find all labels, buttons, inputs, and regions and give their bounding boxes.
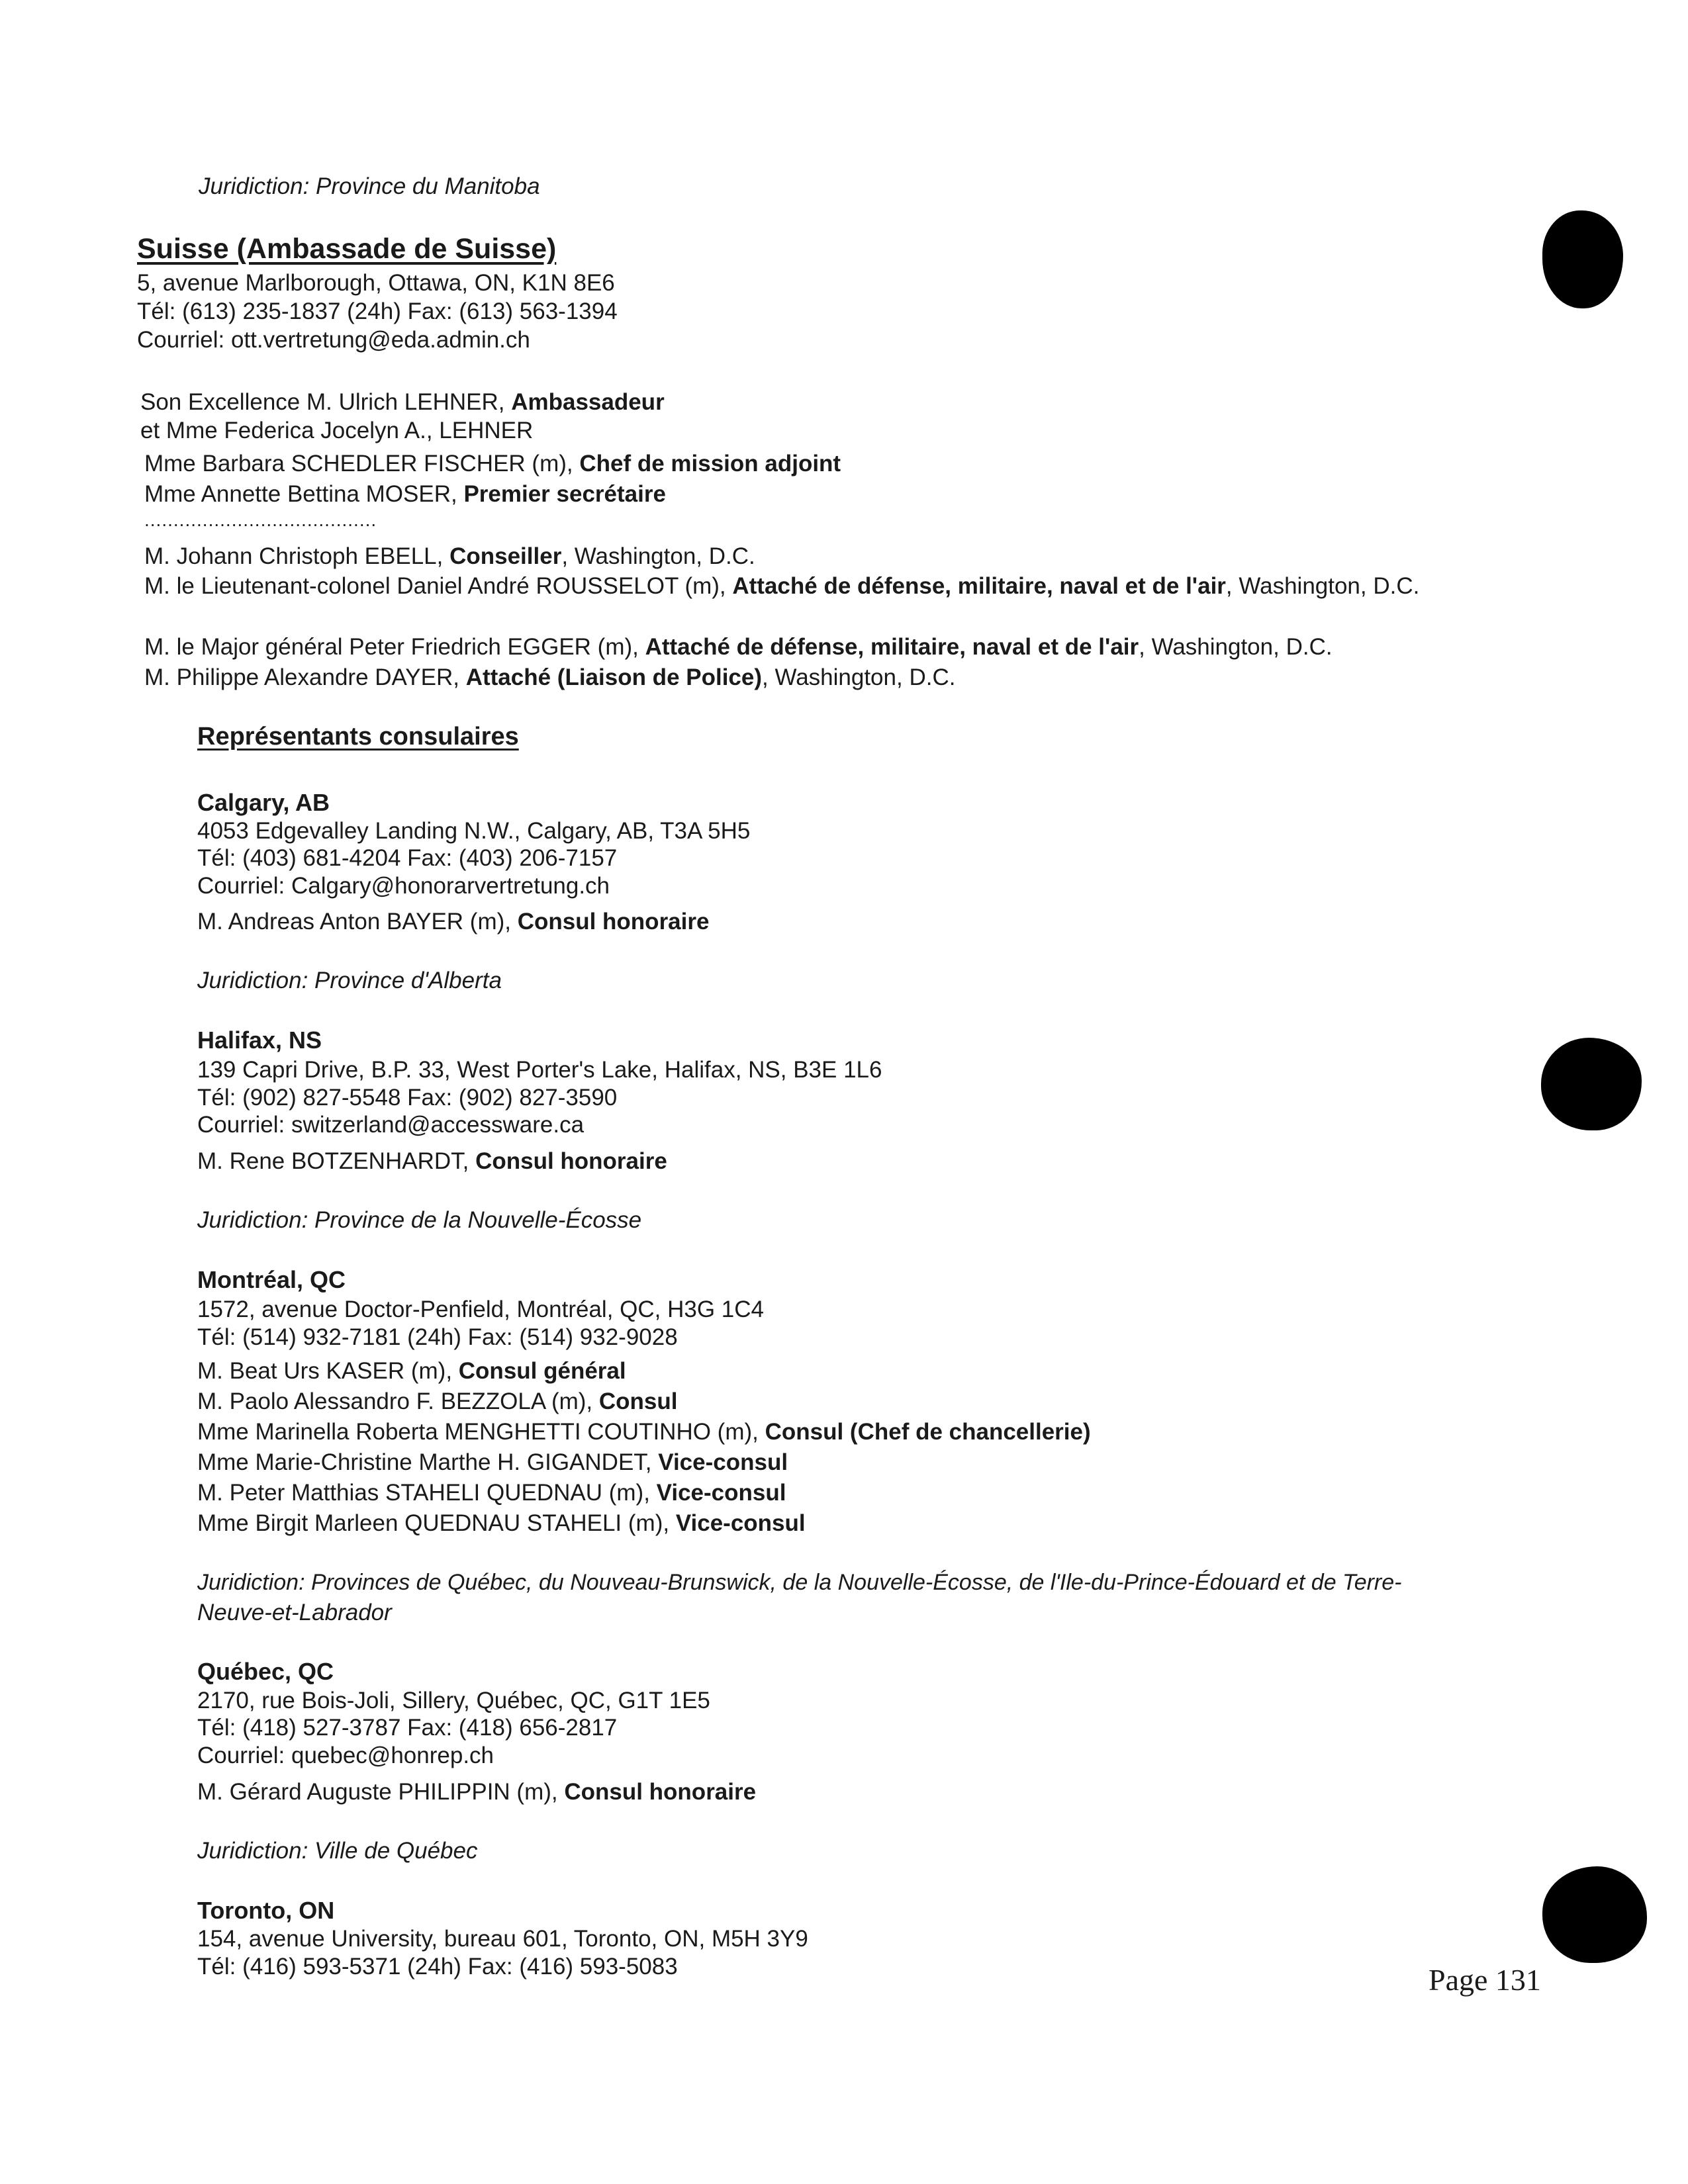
consul-line — [197, 1358, 626, 1385]
consulate-city: Halifax, NS — [197, 1026, 322, 1054]
embassy-heading: Suisse (Ambassade de Suisse) — [137, 233, 557, 265]
staff-name: M. le Lieutenant-colonel Daniel André ROUSSELOT (m), — [144, 573, 733, 599]
embassy-address: 5, avenue Marlborough, Ottawa, ON, K1N 8E6 — [137, 270, 615, 296]
consul-title: Vice-consul — [675, 1510, 806, 1536]
staff-name: Son Excellence M. Ulrich LEHNER, — [140, 389, 512, 415]
consulate-phone: Tél: (403) 681-4204 Fax: (403) 206-7157 — [197, 845, 618, 871]
staff-line — [144, 664, 955, 691]
consul-name: Mme Birgit Marleen QUEDNAU STAHELI (m), — [197, 1510, 676, 1536]
staff-line — [144, 543, 755, 570]
consul-line — [197, 1480, 786, 1506]
staff-title: Conseiller — [449, 543, 562, 569]
consul-title: Vice-consul — [658, 1449, 788, 1475]
consul-title: Consul honoraire — [475, 1148, 667, 1174]
consul-title: Vice-consul — [656, 1480, 786, 1506]
consul-title: Consul général — [458, 1358, 626, 1384]
consul-name: M. Peter Matthias STAHELI QUEDNAU (m), — [197, 1480, 657, 1506]
staff-title: Chef de mission adjoint — [579, 451, 841, 477]
consulate-jurisdiction: Juridiction: Province d'Alberta — [197, 968, 502, 993]
consulate-phone: Tél: (514) 932-7181 (24h) Fax: (514) 932-9028 — [197, 1324, 678, 1350]
consulate-city: Québec, QC — [197, 1658, 334, 1685]
staff-location: , Washington, D.C. — [1225, 573, 1420, 599]
staff-location: , Washington, D.C. — [1139, 634, 1333, 660]
consul-line — [197, 909, 709, 935]
consulate-phone: Tél: (418) 527-3787 Fax: (418) 656-2817 — [197, 1715, 618, 1741]
consulate-city: Calgary, AB — [197, 789, 330, 816]
consul-line — [197, 1148, 667, 1175]
consul-name: M. Gérard Auguste PHILIPPIN (m), — [197, 1779, 565, 1805]
staff-name: M. Philippe Alexandre DAYER, — [144, 664, 466, 690]
top-jurisdiction: Juridiction: Province du Manitoba — [199, 173, 540, 199]
consul-line — [197, 1419, 1091, 1445]
consul-title: Consul honoraire — [564, 1779, 757, 1805]
embassy-phone: Tél: (613) 235-1837 (24h) Fax: (613) 563-1394 — [137, 298, 618, 324]
consul-title: Consul — [598, 1388, 678, 1414]
consul-name: Mme Marinella Roberta MENGHETTI COUTINHO (m), — [197, 1419, 765, 1445]
staff-line — [144, 481, 666, 508]
consulate-jurisdiction: Juridiction: Province de la Nouvelle-Écosse — [197, 1207, 642, 1233]
staff-title: Attaché (Liaison de Police) — [465, 664, 763, 690]
staff-title: Ambassadeur — [511, 389, 665, 415]
staff-title: Premier secrétaire — [463, 481, 666, 507]
consul-name: M. Beat Urs KASER (m), — [197, 1358, 459, 1384]
consul-title: Consul honoraire — [517, 909, 710, 934]
embassy-email: Courriel: ott.vertretung@eda.admin.ch — [137, 327, 530, 353]
consulate-city: Montréal, QC — [197, 1266, 346, 1293]
staff-name: Mme Annette Bettina MOSER, — [144, 481, 464, 507]
staff-line — [144, 451, 841, 477]
consul-name: Mme Marie-Christine Marthe H. GIGANDET, — [197, 1449, 659, 1475]
consul-name: M. Paolo Alessandro F. BEZZOLA (m), — [197, 1388, 599, 1414]
consul-name: M. Andreas Anton BAYER (m), — [197, 909, 518, 934]
consulate-jurisdiction: Neuve-et-Labrador — [197, 1600, 392, 1625]
consul-title: Consul (Chef de chancellerie) — [765, 1419, 1091, 1445]
consulate-email: Courriel: switzerland@accessware.ca — [197, 1112, 585, 1138]
staff-line — [140, 418, 533, 444]
staff-title: Attaché de défense, militaire, naval et de l'air — [732, 573, 1226, 599]
punch-hole — [1542, 210, 1623, 308]
page-number: Page 131 — [1429, 1963, 1541, 1997]
staff-location: , Washington, D.C. — [762, 664, 956, 690]
staff-line — [144, 573, 1419, 600]
punch-hole — [1542, 1866, 1647, 1963]
punch-hole — [1541, 1038, 1642, 1130]
consulate-jurisdiction: Juridiction: Ville de Québec — [197, 1838, 478, 1864]
consular-heading: Représentants consulaires — [197, 723, 519, 751]
staff-name: M. le Major général Peter Friedrich EGGER (m), — [144, 634, 645, 660]
consulate-email: Courriel: quebec@honrep.ch — [197, 1743, 494, 1768]
consul-name: M. Rene BOTZENHARDT, — [197, 1148, 476, 1174]
staff-name: et Mme Federica Jocelyn A., LEHNER — [140, 418, 534, 443]
consulate-email: Courriel: Calgary@honorarvertretung.ch — [197, 873, 610, 899]
consulate-address: 139 Capri Drive, B.P. 33, West Porter's Lake, Halifax, NS, B3E 1L6 — [197, 1057, 882, 1083]
staff-name: M. Johann Christoph EBELL, — [144, 543, 450, 569]
consulate-address: 4053 Edgevalley Landing N.W., Calgary, AB, T3A 5H5 — [197, 818, 751, 844]
staff-title: Attaché de défense, militaire, naval et de l'air — [645, 634, 1139, 660]
consul-line — [197, 1449, 788, 1476]
consulate-address: 154, avenue University, bureau 601, Toronto, ON, M5H 3Y9 — [197, 1926, 808, 1952]
staff-location: , Washington, D.C. — [561, 543, 755, 569]
staff-line — [140, 389, 665, 416]
staff-line — [144, 634, 1333, 660]
consulate-address: 2170, rue Bois-Joli, Sillery, Québec, QC, G1T 1E5 — [197, 1688, 710, 1713]
consulate-jurisdiction: Juridiction: Provinces de Québec, du Nouveau-Brunswick, de la Nouvelle-Écosse, de l'Ile-du-Prince-Édouard et de Terre- — [197, 1570, 1402, 1595]
consul-line — [197, 1779, 756, 1805]
separator: ........................................ — [144, 510, 377, 530]
consulate-city: Toronto, ON — [197, 1897, 335, 1924]
consulate-address: 1572, avenue Doctor-Penfield, Montréal, QC, H3G 1C4 — [197, 1297, 764, 1322]
consulate-phone: Tél: (416) 593-5371 (24h) Fax: (416) 593-5083 — [197, 1954, 678, 1979]
consul-line — [197, 1510, 806, 1537]
consulate-phone: Tél: (902) 827-5548 Fax: (902) 827-3590 — [197, 1085, 618, 1111]
staff-name: Mme Barbara SCHEDLER FISCHER (m), — [144, 451, 580, 477]
consul-line — [197, 1388, 678, 1415]
